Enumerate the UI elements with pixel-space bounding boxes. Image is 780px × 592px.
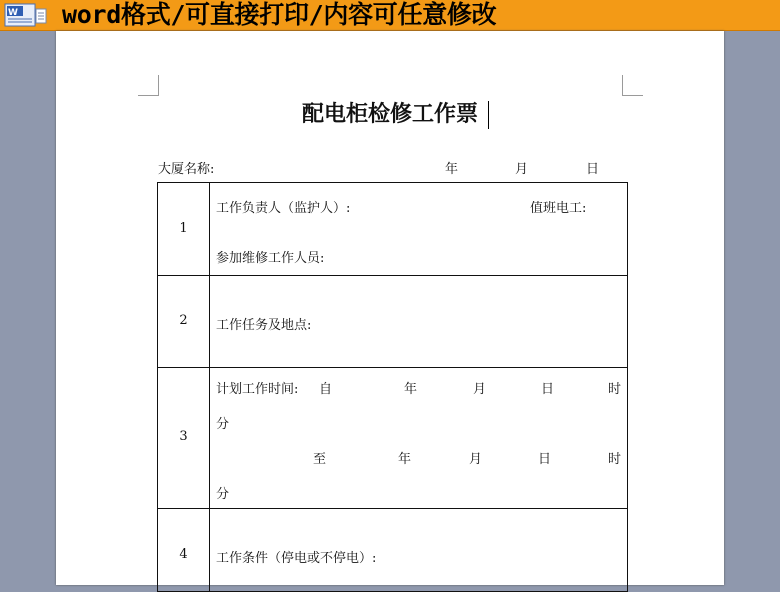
table-row-divider	[158, 275, 627, 276]
work-ticket-table	[157, 182, 628, 592]
planned-time-label: 计划工作时间:	[216, 382, 299, 397]
margin-corner-top-right	[622, 75, 643, 96]
time-from-label: 自	[319, 382, 333, 397]
time-to-hour-label: 时	[608, 452, 622, 467]
date-year-label: 年	[445, 162, 459, 177]
document-page[interactable]	[56, 31, 724, 585]
time-to-label: 至	[313, 452, 327, 467]
row-number: 3	[179, 429, 188, 444]
time-day-label: 日	[541, 382, 555, 397]
time-to-day-label: 日	[538, 452, 552, 467]
text-cursor	[488, 101, 489, 129]
time-to-year-label: 年	[398, 452, 412, 467]
duty-electrician-label: 值班电工:	[530, 201, 587, 216]
time-year-label: 年	[404, 382, 418, 397]
table-row-divider	[158, 367, 627, 368]
work-condition-label: 工作条件（停电或不停电）:	[216, 551, 377, 566]
row-number: 4	[179, 547, 188, 562]
date-day-label: 日	[586, 162, 600, 177]
maintenance-members-label: 参加维修工作人员:	[216, 251, 325, 266]
margin-corner-top-left	[138, 75, 159, 96]
top-banner	[0, 0, 780, 31]
task-location-label: 工作任务及地点:	[216, 318, 312, 333]
time-hour-label: 时	[608, 382, 622, 397]
work-leader-label: 工作负责人（监护人）:	[216, 201, 351, 216]
time-to-minute-label: 分	[216, 487, 230, 502]
time-to-month-label: 月	[469, 452, 483, 467]
banner-text: word格式/可直接打印/内容可任意修改	[62, 0, 497, 29]
table-column-divider	[209, 183, 210, 591]
svg-text:W: W	[8, 8, 18, 18]
word-document-icon	[4, 3, 48, 27]
table-row-divider	[158, 508, 627, 509]
building-name-label: 大厦名称:	[158, 162, 215, 177]
date-month-label: 月	[515, 162, 529, 177]
document-title[interactable]: 配电柜检修工作票	[301, 102, 478, 127]
row-number: 1	[179, 221, 188, 236]
time-minute-label: 分	[216, 417, 230, 432]
time-month-label: 月	[473, 382, 487, 397]
row-number: 2	[179, 313, 188, 328]
